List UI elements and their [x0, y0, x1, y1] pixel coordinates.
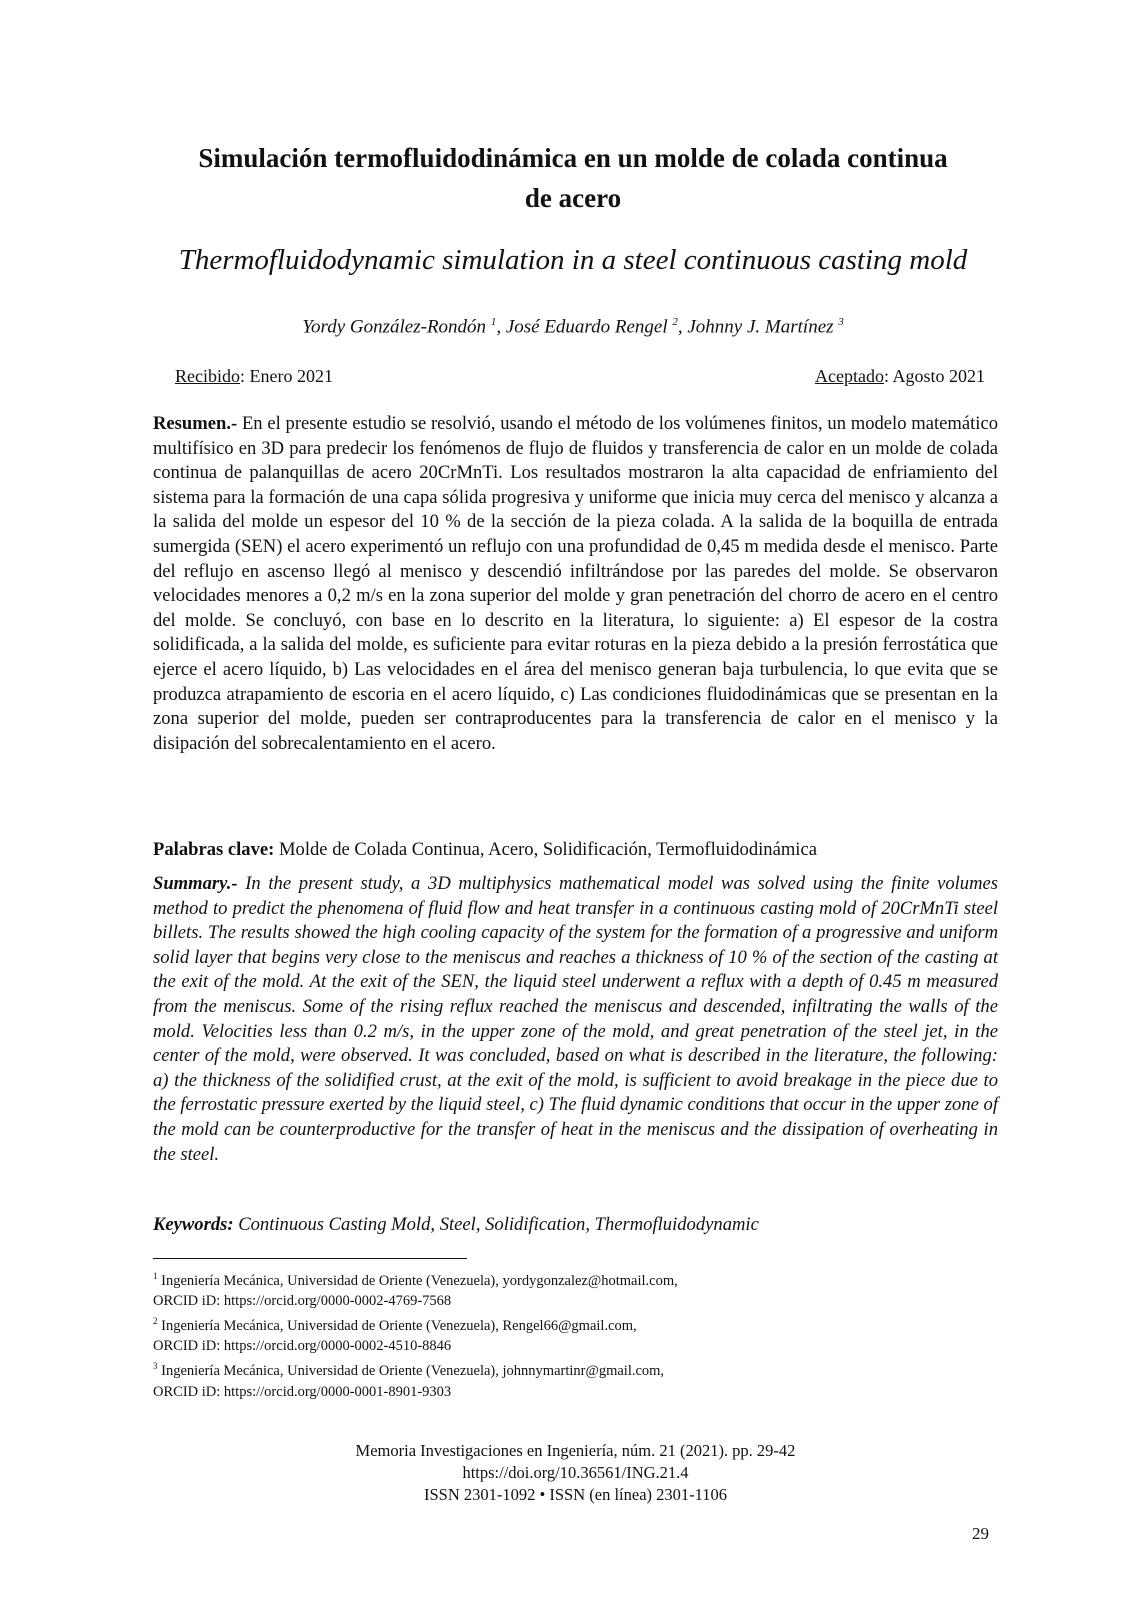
footnote-orcid: ORCID iD: https://orcid.org/0000-0001-8901-9303 [153, 1383, 452, 1400]
author-affiliation-mark: 2 [672, 316, 678, 328]
author-affiliation-mark: 3 [838, 316, 844, 328]
paper-title-line-1: Simulación termofluidodinámica en un molde de colada continua [198, 143, 948, 173]
author-affiliation-mark: 1 [490, 316, 497, 328]
author-name: Yordy González-Rondón [302, 316, 487, 338]
summary-text: In the present study, a 3D multiphysics mathematical model was solved using the finite volumes method to predict the phenomena of fluid flow and heat transfer in a continuous casting mold of 20CrMnTi steel billets. The results showed the high cooling capacity of the system for the formation of a progressive and uniform solid layer that begins very close to the meniscus and reaches a thickness of 10 % of the section of the casting at the exit of the mold. At the exit of the SEN, the liquid steel underwent a reflux with a depth of 0.45 m measured from the meniscus. Some of the rising reflux reached the meniscus and descended, infiltrating the walls of the mold. Velocities less than 0.2 m/s, in the upper zone of the mold, and great penetration of the steel jet, in the center of the mold, were observed. It was concluded, based on what is described in the literature, the following: a) the thickness of the solidified crust, at the exit of the mold, is sufficient to avoid breakage in the piece due to the ferrostatic pressure exerted by the liquid steel, c) The fluid dynamic conditions that occur in the upper zone of the mold can be counterproductive for the transfer of heat in the meniscus and the dissipation of overheating in the steel. [153, 873, 999, 1165]
footnotes [153, 1266, 998, 1402]
keywords-text: Molde de Colada Continua, Acero, Solidificación, Termofluidodinámica [279, 839, 817, 860]
footnote-orcid: ORCID iD: https://orcid.org/0000-0002-4510-8846 [153, 1338, 452, 1355]
author-name: Johnny J. Martínez [687, 316, 834, 338]
keywords-label: Palabras clave: [153, 839, 275, 860]
summary-label: Summary.- [153, 873, 238, 894]
footnote-2 [153, 1311, 998, 1356]
footnote-divider [153, 1258, 467, 1259]
journal-issn: ISSN 2301-1092 • ISSN (en línea) 2301-1106 [423, 1485, 728, 1504]
paper-title [140, 138, 1006, 218]
keywords-en-text: Continuous Casting Mold, Steel, Solidification, Thermofluidodynamic [238, 1214, 759, 1235]
footnote-1 [153, 1266, 998, 1311]
footnote-mark: 3 [153, 1361, 158, 1372]
author-name: José Eduardo Rengel [505, 316, 668, 338]
footnote-orcid: ORCID iD: https://orcid.org/0000-0002-4769-7568 [153, 1293, 452, 1310]
received-value: : Enero 2021 [240, 366, 333, 386]
author-list: Yordy González-Rondón $^1$, José Eduardo Rengel $^2$, Johnny J. Martínez $^3$ [302, 316, 844, 338]
accepted-label: Aceptado [815, 366, 884, 386]
abstract-text: En el presente estudio se resolvió, usando el método de los volúmenes finitos, un modelo matemático multifísico en 3D para predecir los fenómenos de flujo de fluidos y transferencia de calor en un molde de colada continua de palanquillas de acero 20CrMnTi. Los resultados mostraron la alta capacidad de enfriamiento del sistema para la formación de una capa sólida progresiva y uniforme que inicia muy cerca del menisco y alcanza a la salida del molde un espesor del 10 % de la sección de la pieza colada. A la salida de la boquilla de entrada sumergida (SEN) el acero experimentó un reflujo con una profundidad de 0,45 m medida desde el menisco. Parte del reflujo en ascenso llegó al menisco y descendió infiltrándose por las paredes del molde. Se observaron velocidades menores a 0,2 m/s en la zona superior del molde y gran penetración del chorro de acero en el centro del molde. Se concluyó, con base en lo descrito en la literatura, lo siguiente: a) El espesor de la costra solidificada, a la salida del molde, es suficiente para evitar roturas en la pieza debido a la presión ferrostática que ejerce el acero líquido, b) Las velocidades en el área del menisco generan baja turbulencia, lo que evita que se produzca atrapamiento de escoria en el acero líquido, c) Las condiciones fluidodinámicas que se presentan en la zona superior del molde, pueden ser contraproducentes para la transferencia de calor en el menisco y la disipación del sobrecalentamiento en el acero. [153, 413, 999, 754]
journal-citation: Memoria Investigaciones en Ingeniería, núm. 21 (2021). pp. 29-42 [355, 1441, 796, 1460]
summary-english [153, 872, 998, 1167]
keywords-spanish [153, 838, 998, 863]
keywords-en-label: Keywords: [153, 1214, 234, 1235]
footnote-affiliation: Ingeniería Mecánica, Universidad de Oriente (Venezuela), johnnymartinr@gmail.com, [161, 1363, 665, 1380]
paper-title-line-2: de acero [524, 183, 622, 213]
footnote-affiliation: Ingeniería Mecánica, Universidad de Oriente (Venezuela), yordygonzalez@hotmail.com, [161, 1272, 678, 1289]
abstract-spanish [153, 412, 998, 756]
accepted-date [815, 364, 985, 388]
abstract-label: Resumen.- [153, 413, 238, 434]
footnote-mark: 1 [153, 1271, 158, 1281]
accepted-value: : Agosto 2021 [883, 366, 985, 386]
journal-info [153, 1440, 998, 1506]
received-date [175, 366, 333, 386]
footnote-3 [153, 1356, 998, 1401]
submission-dates [175, 364, 985, 388]
footnote-mark: 2 [153, 1316, 158, 1327]
footnote-affiliation: Ingeniería Mecánica, Universidad de Oriente (Venezuela), Rengel66@gmail.com, [161, 1318, 637, 1335]
paper-subtitle-english: Thermofluidodynamic simulation in a steel continuous casting mold [178, 244, 968, 276]
received-label: Recibido [175, 366, 240, 386]
journal-doi: https://doi.org/10.36561/ING.21.4 [462, 1463, 689, 1482]
keywords-english [153, 1213, 998, 1238]
page-number: 29 [972, 1524, 989, 1543]
